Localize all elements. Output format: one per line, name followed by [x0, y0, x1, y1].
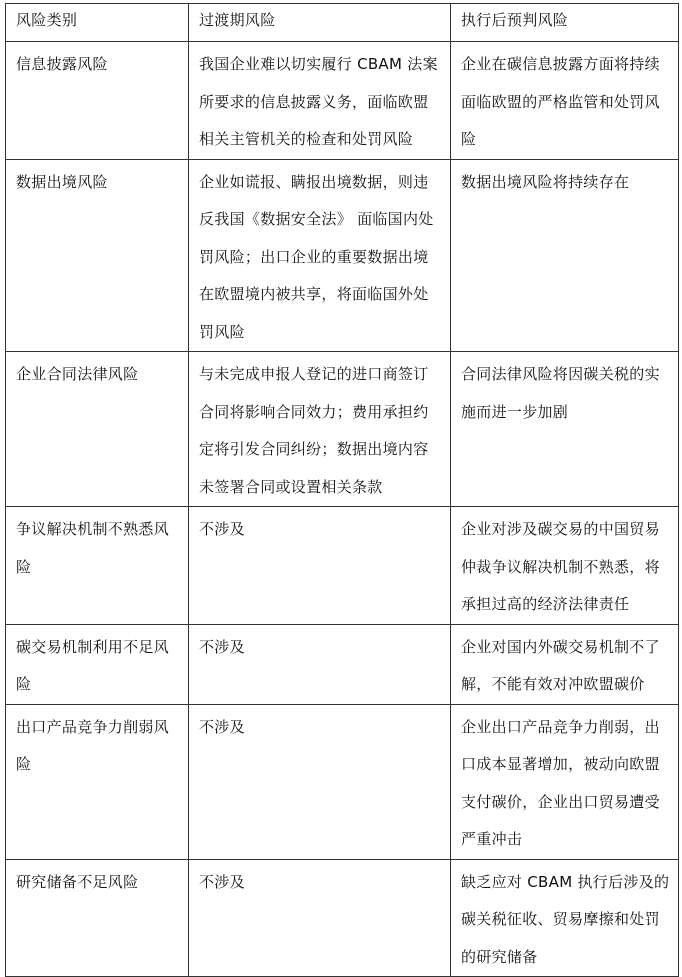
post-risk-cell: 数据出境风险将持续存在 — [451, 159, 679, 352]
post-risk-cell: 企业对涉及碳交易的中国贸易仲裁争议解决机制不熟悉，将承担过高的经济法律责任 — [451, 507, 679, 625]
table-row — [6, 624, 679, 704]
transition-risk-cell: 不涉及 — [189, 507, 451, 625]
post-risk-cell: 企业出口产品竞争力削弱，出口成本显著增加，被动向欧盟支付碳价，企业出口贸易遭受严重冲击 — [451, 704, 679, 859]
risk-category-cell: 出口产品竞争力削弱风险 — [6, 704, 189, 859]
transition-risk-cell: 不涉及 — [189, 624, 451, 704]
post-risk-cell: 合同法律风险将因碳关税的实施而进一步加剧 — [451, 352, 679, 507]
table-row — [6, 352, 679, 507]
table-row — [6, 42, 679, 160]
risk-category-cell: 碳交易机制利用不足风险 — [6, 624, 189, 704]
post-risk-cell: 企业在碳信息披露方面将持续面临欧盟的严格监管和处罚风险 — [451, 42, 679, 160]
table-row — [6, 159, 679, 352]
header-category: 风险类别 — [6, 4, 189, 42]
table-row — [6, 859, 679, 977]
risk-category-cell: 研究储备不足风险 — [6, 859, 189, 977]
risk-category-cell: 争议解决机制不熟悉风险 — [6, 507, 189, 625]
transition-risk-cell: 不涉及 — [189, 704, 451, 859]
table-row — [6, 704, 679, 859]
risk-category-cell: 信息披露风险 — [6, 42, 189, 160]
transition-risk-cell: 与未完成申报人登记的进口商签订合同将影响合同效力；费用承担约定将引发合同纠纷；数据出境内容未签署合同或设置相关条款 — [189, 352, 451, 507]
risk-table — [5, 3, 679, 977]
transition-risk-cell: 我国企业难以切实履行 CBAM 法案所要求的信息披露义务，面临欧盟相关主管机关的检查和处罚风险 — [189, 42, 451, 160]
header-post-risk: 执行后预判风险 — [451, 4, 679, 42]
risk-category-cell: 企业合同法律风险 — [6, 352, 189, 507]
risk-category-cell: 数据出境风险 — [6, 159, 189, 352]
table-header-row — [6, 4, 679, 42]
table-row — [6, 507, 679, 625]
transition-risk-cell: 不涉及 — [189, 859, 451, 977]
post-risk-cell: 缺乏应对 CBAM 执行后涉及的碳关税征收、贸易摩擦和处罚的研究储备 — [451, 859, 679, 977]
post-risk-cell: 企业对国内外碳交易机制不了解，不能有效对冲欧盟碳价 — [451, 624, 679, 704]
transition-risk-cell: 企业如谎报、瞒报出境数据，则违反我国《数据安全法》 面临国内处罚风险；出口企业的重要数据出境在欧盟境内被共享，将面临国外处罚风险 — [189, 159, 451, 352]
header-transition-risk: 过渡期风险 — [189, 4, 451, 42]
